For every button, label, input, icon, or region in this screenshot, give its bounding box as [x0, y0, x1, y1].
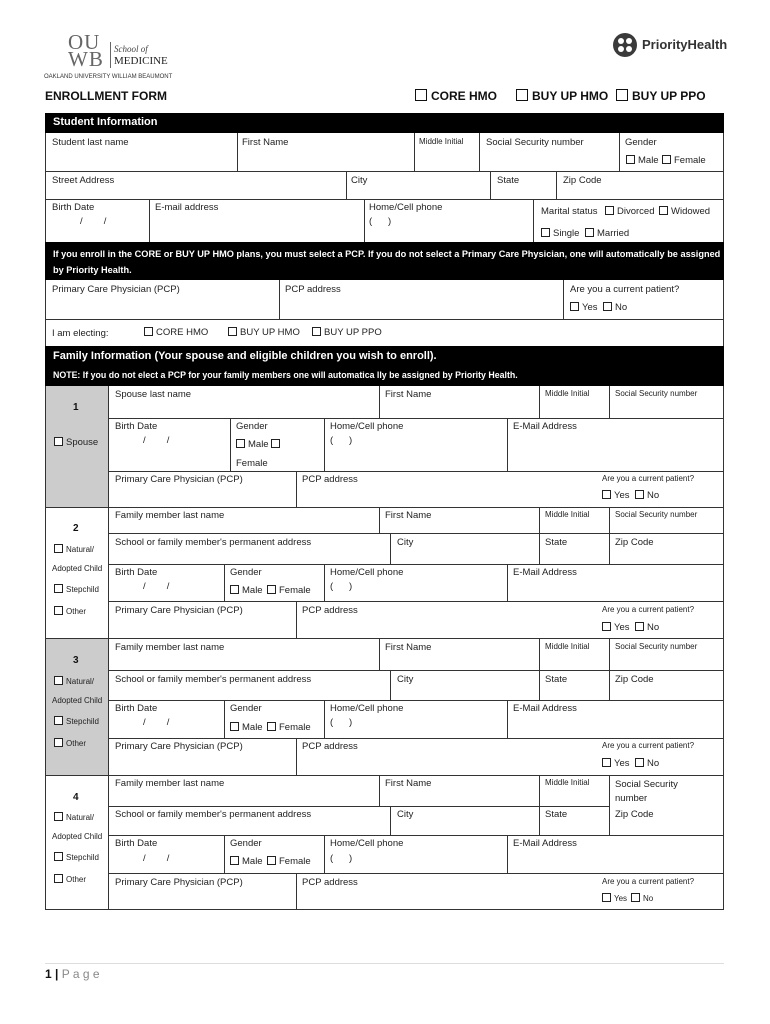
- page-number: 1: [45, 967, 52, 981]
- checkbox-icon[interactable]: [236, 439, 245, 448]
- student-email-field[interactable]: E-mail address: [155, 202, 219, 213]
- member-3-ssn-field[interactable]: Social Security number: [615, 642, 698, 651]
- spouse-last-name-field[interactable]: Spouse last name: [115, 389, 192, 400]
- member-4-address-field[interactable]: School or family member's permanent address: [115, 809, 312, 820]
- student-state-field[interactable]: State: [497, 175, 520, 186]
- member-4-pcp-address-field[interactable]: PCP address: [302, 877, 358, 888]
- member-3-zip-field[interactable]: Zip Code: [615, 674, 654, 685]
- checkbox-icon[interactable]: [54, 812, 63, 821]
- checkbox-icon[interactable]: [635, 758, 644, 767]
- member-1-spouse-checkbox[interactable]: Spouse: [54, 437, 98, 448]
- spouse-ssn-field[interactable]: Social Security number: [615, 389, 698, 398]
- marital-divorced[interactable]: Divorced: [605, 206, 655, 217]
- member-3-stepchild-checkbox[interactable]: Stepchild: [54, 716, 99, 726]
- checkbox-icon[interactable]: [603, 302, 612, 311]
- family-section-header: Family Information (Your spouse and eligible children you wish to enroll). NOTE: If you do not elect a PCP for your family members one will automatica lly be assigned by Priority Health.: [45, 346, 724, 386]
- checkbox-icon[interactable]: [415, 89, 427, 101]
- checkbox-icon[interactable]: [54, 606, 63, 615]
- member-2-natural-checkbox[interactable]: Natural/: [54, 544, 94, 554]
- checkbox-icon[interactable]: [54, 584, 63, 593]
- spouse-first-name-field[interactable]: First Name: [385, 389, 432, 400]
- spouse-gender-female[interactable]: Female: [236, 458, 268, 469]
- checkbox-icon[interactable]: [602, 622, 611, 631]
- pcp-notice: If you enroll in the CORE or BUY UP HMO plans, you must select a PCP. If you do not select a Primary Care Physician, one will automatically be assigned by Priority Health.: [45, 242, 724, 280]
- member-4-pcp-field[interactable]: Primary Care Physician (PCP): [115, 877, 243, 888]
- marital-married[interactable]: Married: [585, 228, 629, 239]
- student-section-header: Student Information: [45, 113, 724, 133]
- member-2-birth-date-field[interactable]: / /: [143, 581, 170, 592]
- spouse-pcp-address-field[interactable]: PCP address: [302, 474, 358, 485]
- priority-health-name: PriorityHealth: [642, 37, 728, 52]
- member-3-birth-date-field[interactable]: / /: [143, 717, 170, 728]
- student-current-patient-label: Are you a current patient?: [570, 284, 680, 295]
- electing-label: I am electing:: [52, 328, 109, 339]
- checkbox-icon[interactable]: [230, 722, 239, 731]
- checkbox-icon[interactable]: [602, 490, 611, 499]
- student-birth-date-field[interactable]: / /: [80, 216, 107, 227]
- checkbox-icon[interactable]: [605, 206, 614, 215]
- student-birth-date-label: Birth Date: [52, 202, 95, 213]
- member-2-city-field[interactable]: City: [397, 537, 414, 548]
- checkbox-icon[interactable]: [616, 89, 628, 101]
- page-footer: 1 | P a g e: [45, 967, 100, 981]
- checkbox-icon[interactable]: [267, 722, 276, 731]
- checkbox-icon[interactable]: [267, 856, 276, 865]
- spouse-phone-field[interactable]: ( ): [330, 435, 353, 446]
- checkbox-icon[interactable]: [230, 585, 239, 594]
- member-2-gender-male[interactable]: Male: [230, 585, 263, 596]
- member-3-gender-male[interactable]: Male: [230, 722, 263, 733]
- member-4-number: 4: [73, 792, 79, 803]
- member-2-pcp-address-field[interactable]: PCP address: [302, 605, 358, 616]
- spouse-current-patient-yes[interactable]: Yes: [602, 490, 630, 501]
- checkbox-icon[interactable]: [602, 893, 611, 902]
- member-2-current-patient-label: Are you a current patient?: [602, 605, 695, 614]
- member-4-stepchild-checkbox[interactable]: Stepchild: [54, 852, 99, 862]
- spouse-email-field[interactable]: E-Mail Address: [513, 421, 577, 432]
- member-4-gender-male[interactable]: Male: [230, 856, 263, 867]
- member-4-last-name-field[interactable]: Family member last name: [115, 778, 225, 789]
- member-4-first-name-field[interactable]: First Name: [385, 778, 432, 789]
- member-3-adopted-label: Adopted Child: [52, 696, 103, 705]
- student-street-field[interactable]: Street Address: [52, 175, 115, 186]
- spouse-middle-initial-field[interactable]: Middle Initial: [545, 389, 590, 398]
- student-phone-field[interactable]: ( ): [369, 216, 392, 227]
- student-middle-initial-field[interactable]: Middle Initial: [419, 137, 464, 146]
- plan-checkbox-buyup-ppo[interactable]: BUY UP PPO: [616, 89, 706, 103]
- member-2-middle-initial-field[interactable]: Middle Initial: [545, 510, 590, 519]
- member-2-other-checkbox[interactable]: Other: [54, 606, 86, 616]
- member-3-last-name-field[interactable]: Family member last name: [115, 642, 225, 653]
- member-2-phone-label: Home/Cell phone: [330, 567, 404, 578]
- member-2-first-name-field[interactable]: First Name: [385, 510, 432, 521]
- student-pcp-address-field[interactable]: PCP address: [285, 284, 341, 295]
- member-3-gender-female[interactable]: Female: [267, 722, 311, 733]
- member-2-number: 2: [73, 523, 79, 534]
- member-2-current-patient-no[interactable]: No: [635, 622, 659, 633]
- member-3-state-field[interactable]: State: [545, 674, 568, 685]
- student-phone-label: Home/Cell phone: [369, 202, 443, 213]
- member-4-email-field[interactable]: E-Mail Address: [513, 838, 577, 849]
- member-3-pcp-address-field[interactable]: PCP address: [302, 741, 358, 752]
- member-3-number: 3: [73, 655, 79, 666]
- student-current-patient-no[interactable]: No: [603, 302, 627, 313]
- spouse-phone-label: Home/Cell phone: [330, 421, 404, 432]
- checkbox-icon[interactable]: [54, 676, 63, 685]
- member-4-middle-initial-field[interactable]: Middle Initial: [545, 778, 590, 787]
- member-2-address-field[interactable]: School or family member's permanent address: [115, 537, 312, 548]
- member-3-address-field[interactable]: School or family member's permanent address: [115, 674, 312, 685]
- student-gender-male[interactable]: Male: [626, 155, 659, 166]
- student-zip-field[interactable]: Zip Code: [563, 175, 602, 186]
- student-ssn-field[interactable]: Social Security number: [486, 137, 584, 148]
- electing-buyup-ppo[interactable]: BUY UP PPO: [312, 327, 382, 338]
- student-gender-label: Gender: [625, 137, 657, 148]
- member-3-birth-date-label: Birth Date: [115, 703, 158, 714]
- logo-school: School of: [114, 44, 148, 54]
- logo-ou: OU: [68, 30, 101, 54]
- member-4-birth-date-field[interactable]: / /: [143, 853, 170, 864]
- member-1-number: 1: [73, 402, 79, 413]
- member-4-current-patient-label: Are you a current patient?: [602, 877, 695, 886]
- member-2-phone-field[interactable]: ( ): [330, 581, 353, 592]
- member-3-first-name-field[interactable]: First Name: [385, 642, 432, 653]
- priority-health-logo: [612, 32, 732, 60]
- member-4-phone-field[interactable]: ( ): [330, 853, 353, 864]
- checkbox-icon[interactable]: [144, 327, 153, 336]
- checkbox-icon[interactable]: [516, 89, 528, 101]
- member-3-pcp-field[interactable]: Primary Care Physician (PCP): [115, 741, 243, 752]
- member-3-middle-initial-field[interactable]: Middle Initial: [545, 642, 590, 651]
- plan-checkbox-core[interactable]: CORE HMO: [415, 89, 497, 103]
- member-2-current-patient-yes[interactable]: Yes: [602, 622, 630, 633]
- member-2-gender-female[interactable]: Female: [267, 585, 311, 596]
- member-4-birth-date-label: Birth Date: [115, 838, 158, 849]
- checkbox-icon[interactable]: [267, 585, 276, 594]
- member-3-email-field[interactable]: E-Mail Address: [513, 703, 577, 714]
- checkbox-icon[interactable]: [54, 437, 63, 446]
- spouse-current-patient-label: Are you a current patient?: [602, 474, 695, 483]
- checkbox-icon[interactable]: [585, 228, 594, 237]
- member-2-ssn-field[interactable]: Social Security number: [615, 510, 698, 519]
- checkbox-icon[interactable]: [631, 893, 640, 902]
- student-gender-female[interactable]: Female: [662, 155, 706, 166]
- member-2-zip-field[interactable]: Zip Code: [615, 537, 654, 548]
- member-4-phone-label: Home/Cell phone: [330, 838, 404, 849]
- member-2-gender-label: Gender: [230, 567, 262, 578]
- checkbox-icon[interactable]: [602, 758, 611, 767]
- checkbox-icon[interactable]: [54, 852, 63, 861]
- checkbox-icon[interactable]: [635, 622, 644, 631]
- spouse-gender-label: Gender: [236, 421, 268, 432]
- member-3-phone-label: Home/Cell phone: [330, 703, 404, 714]
- member-2-pcp-field[interactable]: Primary Care Physician (PCP): [115, 605, 243, 616]
- plan-checkbox-buyup-hmo[interactable]: BUY UP HMO: [516, 89, 608, 103]
- checkbox-icon[interactable]: [570, 302, 579, 311]
- member-3-current-patient-yes[interactable]: Yes: [602, 758, 630, 769]
- member-4-current-patient-no[interactable]: No: [631, 893, 653, 903]
- page-word: P a g e: [61, 967, 100, 981]
- marital-single[interactable]: Single: [541, 228, 579, 239]
- member-4-gender-female[interactable]: Female: [267, 856, 311, 867]
- electing-core[interactable]: CORE HMO: [144, 327, 208, 338]
- checkbox-icon[interactable]: [635, 490, 644, 499]
- spouse-gender-male[interactable]: Male: [236, 439, 283, 450]
- member-4-gender-label: Gender: [230, 838, 262, 849]
- member-4-ssn-field[interactable]: Social Security number: [615, 779, 678, 804]
- checkbox-icon[interactable]: [541, 228, 550, 237]
- spouse-birth-date-label: Birth Date: [115, 421, 158, 432]
- member-3-phone-field[interactable]: ( ): [330, 717, 353, 728]
- form-title: ENROLLMENT FORM: [45, 89, 167, 103]
- checkbox-icon[interactable]: [54, 738, 63, 747]
- member-2-email-field[interactable]: E-Mail Address: [513, 567, 577, 578]
- student-last-name-field[interactable]: Student last name: [52, 137, 129, 148]
- member-4-zip-field[interactable]: Zip Code: [615, 809, 654, 820]
- student-pcp-field[interactable]: Primary Care Physician (PCP): [52, 284, 180, 295]
- spouse-pcp-field[interactable]: Primary Care Physician (PCP): [115, 474, 243, 485]
- member-3-natural-checkbox[interactable]: Natural/: [54, 676, 94, 686]
- checkbox-icon[interactable]: [54, 544, 63, 553]
- member-2-state-field[interactable]: State: [545, 537, 568, 548]
- logo-subtitle: OAKLAND UNIVERSITY WILLIAM BEAUMONT: [44, 74, 173, 80]
- member-2-stepchild-checkbox[interactable]: Stepchild: [54, 584, 99, 594]
- student-city-field[interactable]: City: [351, 175, 368, 186]
- member-3-gender-label: Gender: [230, 703, 262, 714]
- student-current-patient-yes[interactable]: Yes: [570, 302, 598, 313]
- member-3-current-patient-label: Are you a current patient?: [602, 741, 695, 750]
- member-4-current-patient-yes[interactable]: Yes: [602, 893, 627, 903]
- checkbox-icon[interactable]: [54, 874, 63, 883]
- member-2-last-name-field[interactable]: Family member last name: [115, 510, 225, 521]
- checkbox-icon[interactable]: [271, 439, 280, 448]
- checkbox-icon[interactable]: [228, 327, 237, 336]
- checkbox-icon[interactable]: [312, 327, 321, 336]
- spouse-birth-date-field[interactable]: / /: [143, 435, 170, 446]
- student-marital-status-label: Marital status: [541, 206, 598, 217]
- logo-medicine: MEDICINE: [114, 55, 168, 67]
- member-4-other-checkbox[interactable]: Other: [54, 874, 86, 884]
- member-4-city-field[interactable]: City: [397, 809, 414, 820]
- checkbox-icon[interactable]: [54, 716, 63, 725]
- member-2-adopted-label: Adopted Child: [52, 564, 103, 573]
- logo-wb: WB: [68, 47, 104, 71]
- member-4-natural-checkbox[interactable]: Natural/: [54, 812, 94, 822]
- member-3-other-checkbox[interactable]: Other: [54, 738, 86, 748]
- school-logo: [44, 30, 204, 84]
- spouse-current-patient-no[interactable]: No: [635, 490, 659, 501]
- checkbox-icon[interactable]: [230, 856, 239, 865]
- checkbox-icon[interactable]: [662, 155, 671, 164]
- member-2-birth-date-label: Birth Date: [115, 567, 158, 578]
- priority-health-icon: [612, 32, 638, 58]
- member-4-state-field[interactable]: State: [545, 809, 568, 820]
- member-4-adopted-label: Adopted Child: [52, 832, 103, 841]
- checkbox-icon[interactable]: [659, 206, 668, 215]
- checkbox-icon[interactable]: [626, 155, 635, 164]
- marital-widowed[interactable]: Widowed: [659, 206, 710, 217]
- student-first-name-field[interactable]: First Name: [242, 137, 289, 148]
- member-3-city-field[interactable]: City: [397, 674, 414, 685]
- electing-buyup-hmo[interactable]: BUY UP HMO: [228, 327, 300, 338]
- member-3-current-patient-no[interactable]: No: [635, 758, 659, 769]
